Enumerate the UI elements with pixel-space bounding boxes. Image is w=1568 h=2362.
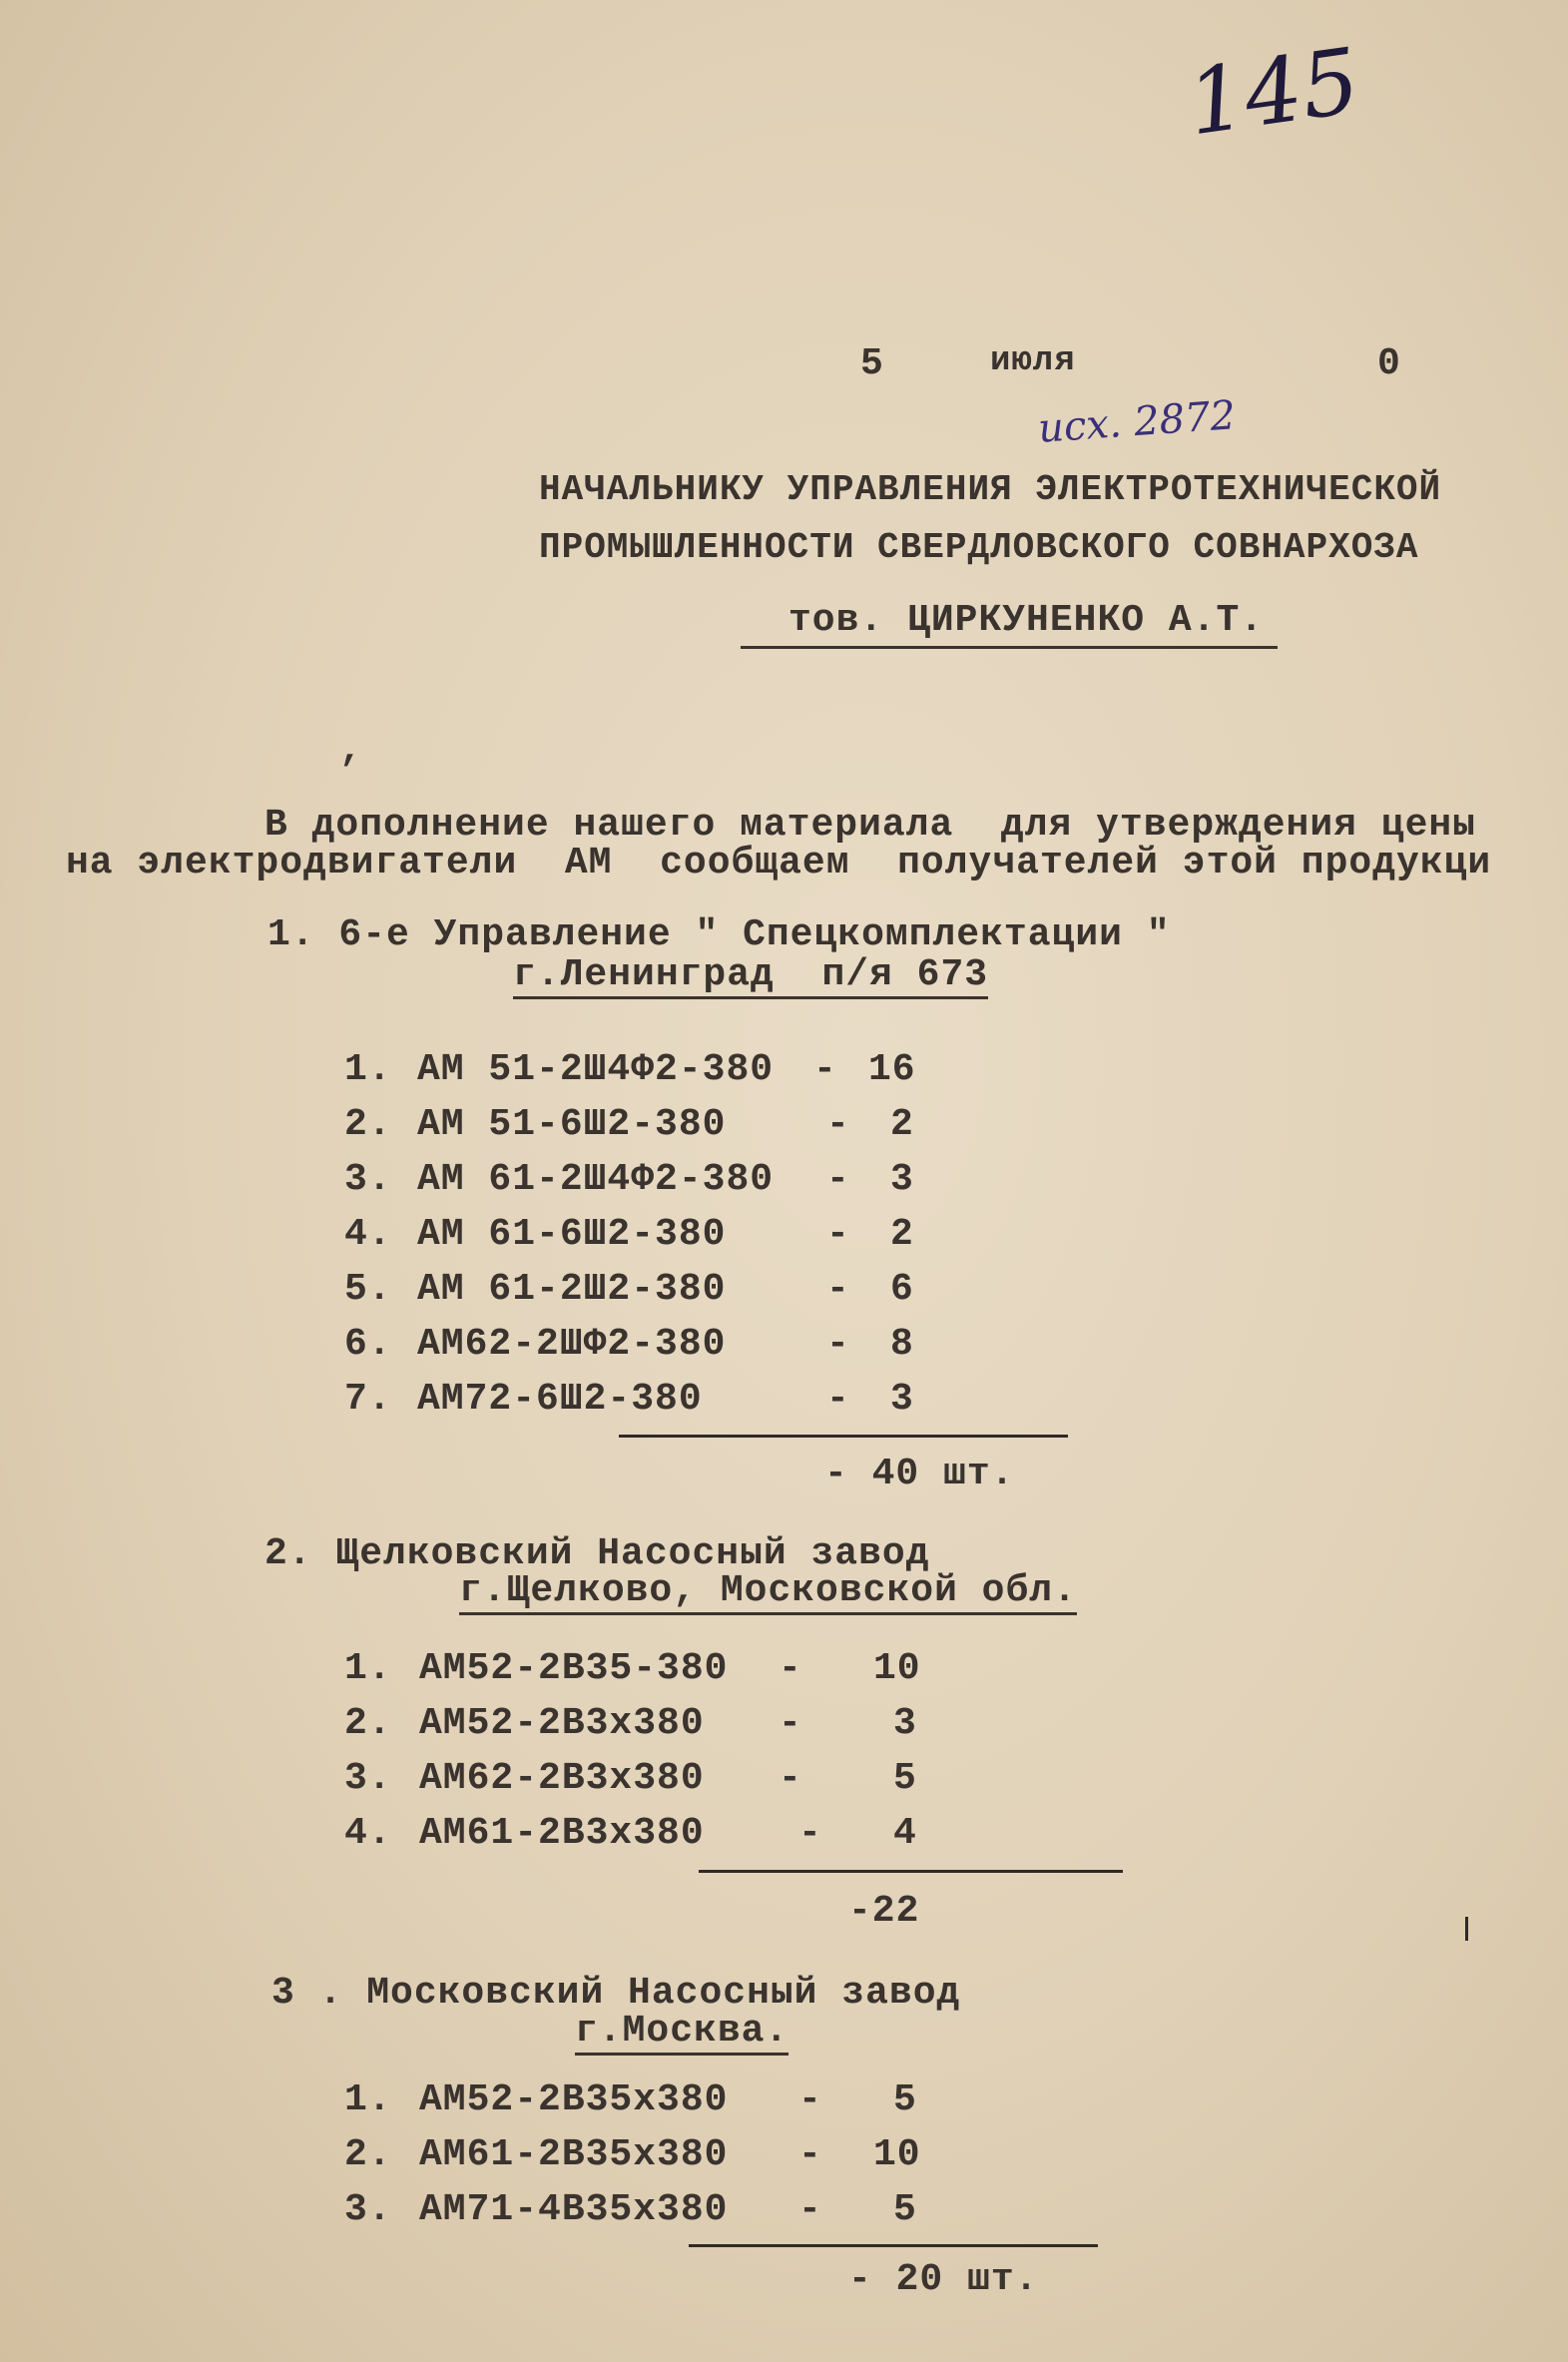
list-item-quantity: 4 <box>893 1812 917 1855</box>
list-item-quantity: 5 <box>893 2188 917 2231</box>
list-item-dash: - <box>813 1048 837 1091</box>
section-3-heading: 3 . Московский Насосный завод <box>271 1972 961 2015</box>
list-item-quantity: 6 <box>890 1268 914 1311</box>
list-item-number: 4. <box>344 1812 392 1855</box>
list-item-model: АМ 51-6Ш2-380 <box>417 1103 727 1146</box>
list-item-dash: - <box>826 1378 850 1421</box>
margin-tick <box>1465 1917 1468 1941</box>
list-item-number: 5. <box>344 1268 392 1311</box>
list-item-quantity: 3 <box>890 1158 914 1201</box>
section-1-heading: 1. 6-е Управление " Спецкомплектации " <box>267 913 1171 956</box>
list-item-number: 4. <box>344 1213 392 1256</box>
list-item-dash: - <box>826 1158 850 1201</box>
list-item-quantity: 8 <box>890 1323 914 1366</box>
list-item-quantity: 3 <box>893 1702 917 1745</box>
intro-line-2: на электродвигатели АМ сообщаем получателей этой продукци <box>66 842 1492 885</box>
list-item-model: АМ 61-2Ш4Ф2-380 <box>417 1158 775 1201</box>
list-item-model: АМ62-2ШФ2-380 <box>417 1323 727 1366</box>
section-1-location: г.Ленинград п/я 673 <box>513 953 988 999</box>
intro-line-1: В дополнение нашего материала для утверждения цены <box>264 804 1476 847</box>
list-item-dash: - <box>826 1103 850 1146</box>
list-item-number: 6. <box>344 1323 392 1366</box>
list-item-number: 2. <box>344 2133 392 2176</box>
list-item-dash: - <box>779 1702 802 1745</box>
section-3-location: г.Москва. <box>575 2010 788 2056</box>
list-item-quantity: 2 <box>890 1103 914 1146</box>
list-item-model: АМ72-6Ш2-380 <box>417 1378 703 1421</box>
list-item-dash: - <box>798 2078 822 2121</box>
section-3-total-rule <box>689 2244 1098 2247</box>
list-item-dash: - <box>798 2188 822 2231</box>
list-item-quantity: 10 <box>873 1647 921 1690</box>
list-item-model: АМ 51-2Ш4Ф2-380 <box>417 1048 775 1091</box>
list-item-dash: - <box>826 1268 850 1311</box>
archive-number: 145 <box>1181 28 1366 157</box>
registration-number: исх. 2872 <box>1036 392 1238 452</box>
list-item-quantity: 16 <box>868 1048 916 1091</box>
list-item-number: 2. <box>344 1103 392 1146</box>
list-item-number: 1. <box>344 1048 392 1091</box>
list-item-number: 2. <box>344 1702 392 1745</box>
list-item-quantity: 5 <box>893 2078 917 2121</box>
list-item-model: АМ62-2В3х380 <box>419 1757 705 1800</box>
list-item-model: АМ61-2В35х380 <box>419 2133 729 2176</box>
section-2-heading: 2. Щелковский Насосный завод <box>264 1532 930 1575</box>
list-item-dash: - <box>798 1812 822 1855</box>
list-item-number: 1. <box>344 1647 392 1690</box>
addressee-line-1: НАЧАЛЬНИКУ УПРАВЛЕНИЯ ЭЛЕКТРОТЕХНИЧЕСКОЙ <box>539 469 1442 510</box>
list-item-dash: - <box>798 2133 822 2176</box>
list-item-number: 1. <box>344 2078 392 2121</box>
list-item-number: 3. <box>344 1158 392 1201</box>
list-item-quantity: 3 <box>890 1378 914 1421</box>
date-year: 0 <box>1377 342 1401 385</box>
list-item-model: АМ52-2В35х380 <box>419 2078 729 2121</box>
list-item-model: АМ52-2В3х380 <box>419 1702 705 1745</box>
section-2-total: -22 <box>848 1890 920 1933</box>
list-item-model: АМ 61-6Ш2-380 <box>417 1213 727 1256</box>
list-item-quantity: 5 <box>893 1757 917 1800</box>
margin-mark: , <box>339 729 363 772</box>
list-item-dash: - <box>826 1213 850 1256</box>
list-item-model: АМ61-2В3х380 <box>419 1812 705 1855</box>
addressee-line-2: ПРОМЫШЛЕННОСТИ СВЕРДЛОВСКОГО СОВНАРХОЗА <box>539 527 1419 568</box>
section-1-total: - 40 шт. <box>824 1453 1015 1495</box>
list-item-dash: - <box>779 1647 802 1690</box>
list-item-number: 3. <box>344 1757 392 1800</box>
list-item-number: 7. <box>344 1378 392 1421</box>
list-item-dash: - <box>779 1757 802 1800</box>
addressee-name: тов. ЦИРКУНЕНКО А.Т. <box>741 599 1278 649</box>
list-item-model: АМ52-2В35-380 <box>419 1647 729 1690</box>
section-2-total-rule <box>699 1870 1123 1873</box>
list-item-model: АМ71-4В35х380 <box>419 2188 729 2231</box>
date-day: 5 <box>860 342 884 385</box>
list-item-dash: - <box>826 1323 850 1366</box>
date-month: июля <box>990 342 1076 380</box>
list-item-model: АМ 61-2Ш2-380 <box>417 1268 727 1311</box>
list-item-quantity: 2 <box>890 1213 914 1256</box>
list-item-quantity: 10 <box>873 2133 921 2176</box>
list-item-number: 3. <box>344 2188 392 2231</box>
section-3-total: - 20 шт. <box>848 2258 1039 2301</box>
section-2-location: г.Щелково, Московской обл. <box>459 1569 1077 1615</box>
section-1-total-rule <box>619 1435 1068 1438</box>
